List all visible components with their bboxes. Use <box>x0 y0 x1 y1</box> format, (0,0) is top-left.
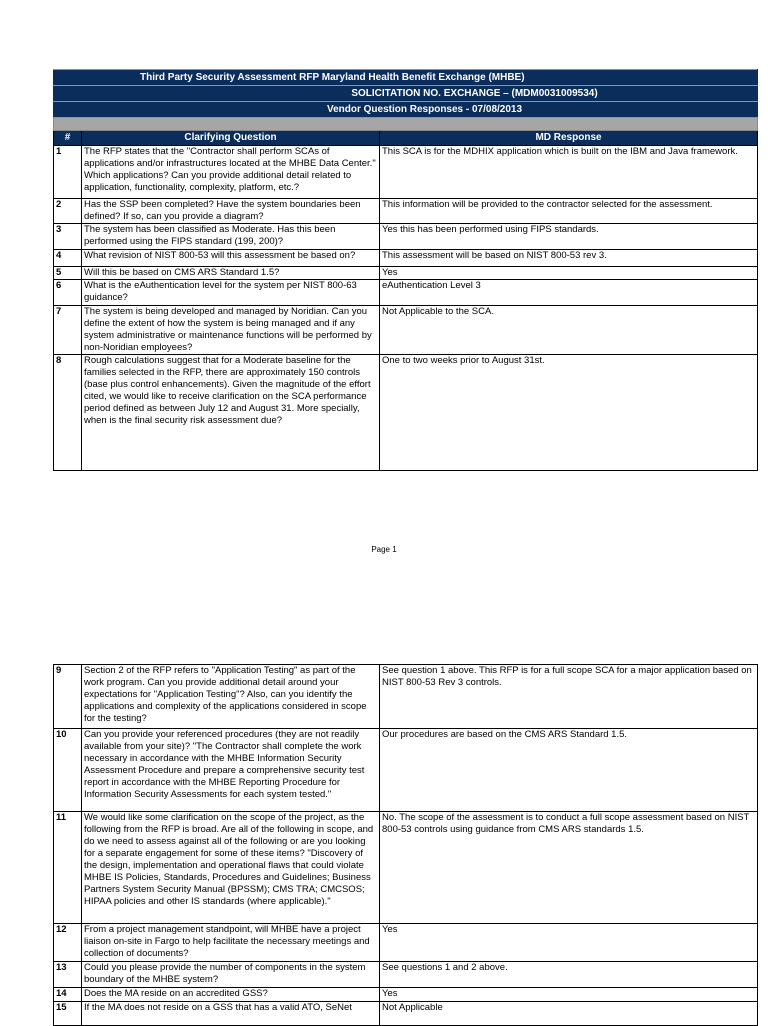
page1-table <box>53 69 758 471</box>
col-num-header: # <box>54 131 82 146</box>
question-number: 10 <box>54 729 82 812</box>
question-row <box>54 665 758 729</box>
response-text: Yes <box>380 267 758 280</box>
question-text: From a project management standpoint, will MHBE have a project liaison on-site in Fargo to help facilitate the necessary meetings and collection of documents? <box>82 924 380 962</box>
question-text: What is the eAuthentication level for the system per NIST 800-63 guidance? <box>82 280 380 306</box>
question-number: 15 <box>54 1002 82 1026</box>
question-row <box>54 267 758 280</box>
question-number: 1 <box>54 146 82 199</box>
question-row <box>54 355 758 471</box>
question-row <box>54 962 758 988</box>
question-row <box>54 146 758 199</box>
question-text: The system is being developed and managed by Noridian. Can you define the extent of how the system is being managed and if any system administrative or maintenance functions will be performed by non-Noridian employees? <box>82 306 380 355</box>
response-text: Our procedures are based on the CMS ARS Standard 1.5. <box>380 729 758 812</box>
question-number: 5 <box>54 267 82 280</box>
question-text: Can you provide your referenced procedures (they are not readily available from your site)? "The Contractor shall complete the work necessary in accordance with the MHBE Information Security Assessment Procedure and prepare a comprehensive security test report in accordance with the MHBE Reporting Procedure for Information Security Assessments for each system tested." <box>82 729 380 812</box>
question-row <box>54 224 758 250</box>
question-text: We would like some clarification on the scope of the project, as the following from the RFP is broad. Are all of the following in scope, and do we need to assess against all of the following or are you looking for a separate engagement for some of these items? "Discovery of the design, implementation and operational flaws that could violate MHBE IS Policies, Standards, Procedures and Guidelines; Business Partners System Security Manual (BPSSM); CMS TRA; CMCSOS; HIPAA policies and other IS standards (where applicable)." <box>82 812 380 924</box>
question-number: 13 <box>54 962 82 988</box>
response-text: Yes <box>380 924 758 962</box>
question-number: 7 <box>54 306 82 355</box>
question-row <box>54 1002 758 1026</box>
response-text: This SCA is for the MDHIX application which is built on the IBM and Java framework. <box>380 146 758 199</box>
question-number: 3 <box>54 224 82 250</box>
question-text: The RFP states that the "Contractor shall perform SCAs of applications and/or infrastructures located at the MHBE Data Center." Which applications? Can you provide additional detail related to application, functionality, complexity, platform, etc.? <box>82 146 380 199</box>
response-text: See question 1 above. This RFP is for a full scope SCA for a major application based on NIST 800-53 Rev 3 controls. <box>380 665 758 729</box>
question-number: 9 <box>54 665 82 729</box>
title-line-1: Third Party Security Assessment RFP Maryland Health Benefit Exchange (MHBE) <box>54 70 758 86</box>
response-text: Not Applicable <box>380 1002 758 1026</box>
question-row <box>54 306 758 355</box>
question-number: 2 <box>54 199 82 224</box>
response-text: eAuthentication Level 3 <box>380 280 758 306</box>
page-number: Page 1 <box>371 545 397 554</box>
col-question-header: Clarifying Question <box>82 131 380 146</box>
question-text: What revision of NIST 800-53 will this assessment be based on? <box>82 250 380 267</box>
question-row <box>54 812 758 924</box>
question-number: 12 <box>54 924 82 962</box>
question-row <box>54 280 758 306</box>
gray-spacer <box>54 118 758 131</box>
response-text: See questions 1 and 2 above. <box>380 962 758 988</box>
question-number: 11 <box>54 812 82 924</box>
col-response-header: MD Response <box>380 131 758 146</box>
response-text: This information will be provided to the contractor selected for the assessment. <box>380 199 758 224</box>
title-line-3: Vendor Question Responses - 07/08/2013 <box>54 102 758 118</box>
question-text: Section 2 of the RFP refers to "Application Testing" as part of the work program. Can you provide additional detail around your expectations for "Application Testing"? Also, can you identify the applications and complexity of the applications considered in scope for the testing? <box>82 665 380 729</box>
question-text: Will this be based on CMS ARS Standard 1.5? <box>82 267 380 280</box>
question-row <box>54 199 758 224</box>
question-text: If the MA does not reside on a GSS that has a valid ATO, SeNet <box>82 1002 380 1026</box>
question-number: 4 <box>54 250 82 267</box>
question-number: 6 <box>54 280 82 306</box>
question-text: Rough calculations suggest that for a Moderate baseline for the families selected in the RFP, there are approximately 150 controls (base plus control enhancements). Given the magnitude of the effort cited, we would like to receive clarification on the SCA performance period defined as between July 12 and August 31. More specially, when is the final security risk assessment due? <box>82 355 380 471</box>
question-text: The system has been classified as Moderate. Has this been performed using the FIPS standard (199, 200)? <box>82 224 380 250</box>
question-row <box>54 729 758 812</box>
response-text: Yes this has been performed using FIPS standards. <box>380 224 758 250</box>
response-text: Yes <box>380 988 758 1002</box>
page2-table <box>53 664 758 1026</box>
response-text: Not Applicable to the SCA. <box>380 306 758 355</box>
question-row <box>54 250 758 267</box>
response-text: No. The scope of the assessment is to conduct a full scope assessment based on NIST 800-53 controls using guidance from CMS ARS standards 1.5. <box>380 812 758 924</box>
title-line-2: SOLICITATION NO. EXCHANGE – (MDM0031009534) <box>54 86 758 102</box>
question-number: 14 <box>54 988 82 1002</box>
question-text: Could you please provide the number of components in the system boundary of the MHBE system? <box>82 962 380 988</box>
question-row <box>54 988 758 1002</box>
question-number: 8 <box>54 355 82 471</box>
question-row <box>54 924 758 962</box>
response-text: One to two weeks prior to August 31st. <box>380 355 758 471</box>
question-text: Does the MA reside on an accredited GSS? <box>82 988 380 1002</box>
response-text: This assessment will be based on NIST 800-53 rev 3. <box>380 250 758 267</box>
question-text: Has the SSP been completed? Have the system boundaries been defined? If so, can you provide a diagram? <box>82 199 380 224</box>
